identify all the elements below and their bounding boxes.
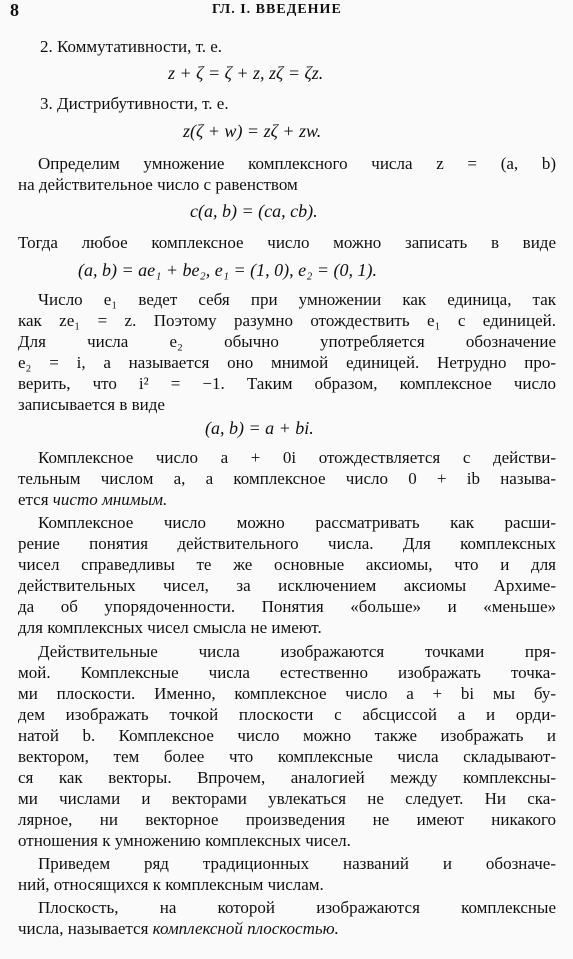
para3-line4: e₂ = i, а называется оно мнимой единицей. Нетрудно про- [18,353,556,372]
para5-line1: Комплексное число можно рассматривать как расши- [38,513,556,532]
para8-line1: Плоскость, на которой изображаются комплексные [38,898,556,917]
para2-line1: Тогда любое комплексное число можно записать в виде [18,233,556,252]
para5-line5: да об упорядоченности. Понятия «больше» и «меньше» [18,597,556,616]
para8-term-complex-plane: комплексной плоскостью. [152,919,339,938]
para3-line3: Для числа e₂ обычно употребляется обозначение [18,332,556,351]
para5-line2: рение понятия действительного числа. Для комплексных [18,534,556,553]
para5-line4: действительных чисел, за исключением аксиомы Архиме- [18,576,556,595]
distributive-formula: z(ζ + w) = zζ + zw. [183,121,322,141]
para6-line6: вектором, тем более что комплексные числа складывают- [18,747,556,766]
para3-line6: записывается в виде [18,395,165,414]
para3-line1: Число e₁ ведет себя при умножении как единица, так [38,290,556,309]
para4-line1: Комплексное число a + 0i отождествляется с действи- [38,448,556,467]
para6-line10: отношения к умножению комплексных чисел. [18,831,351,850]
para5-line6: для комплексных чисел смысла не имеют. [18,618,322,637]
para6-line8: ми числами и векторами увлекаться не следует. Ни ска- [18,789,556,808]
para6-line1: Действительные числа изображаются точками пря- [38,642,556,661]
para6-line7: ся как векторы. Впрочем, аналогией между комплексны- [18,768,556,787]
para6-line4: дем изображать точкой плоскости с абсциссой a и орди- [18,705,556,724]
para5-line3: чисел справедливы те же основные аксиомы, что и для [18,555,556,574]
para4-term-pure-imaginary: чисто мнимым. [52,490,168,509]
para6-line5: натой b. Комплексное число можно также изображать и [18,726,556,745]
para3-line5: верить, что i² = −1. Таким образом, комплексное число [18,374,556,393]
para6-line2: мой. Комплексные числа естественно изображать точка- [18,663,556,682]
para3-formula: (a, b) = a + bi. [205,418,314,438]
commutative-label: 2. Коммутативности, т. е. [40,37,223,56]
para1-line2: на действительное число c равенством [18,175,298,194]
para3-line2: как ze₁ = z. Поэтому разумно отождествить e₁ с единицей. [18,311,556,330]
para6-line3: ми плоскости. Именно, комплексное число a + bi мы бу- [18,684,556,703]
para4-line3 [18,489,556,511]
para4-line3-plain: ется [18,490,53,509]
para7-line2: ний, относящихся к комплексным числам. [18,875,324,894]
para6-line9: лярное, ни векторное произведения не имеют никакого [18,810,556,829]
distributive-label: 3. Дистрибутивности, т. е. [40,94,229,113]
para4-line2: тельным числом a, а комплексное число 0 + ib называ- [18,469,556,488]
para2-formula: (a, b) = ae₁ + be₂, e₁ = (1, 0), e₂ = (0, 1). [78,260,378,280]
para1-formula: c(a, b) = (ca, cb). [190,201,318,221]
page-number: 8 [10,0,19,20]
para8-line2-plain: числа, называется [18,919,153,938]
running-header: ГЛ. I. ВВЕДЕНИЕ [212,2,342,17]
para7-line1: Приведем ряд традиционных названий и обозначе- [38,854,556,873]
para8-line2 [18,918,556,940]
para1-line1: Определим умножение комплексного числа z = (a, b) [38,154,556,173]
commutative-formula: z + ζ = ζ + z, zζ = ζz. [168,63,324,83]
